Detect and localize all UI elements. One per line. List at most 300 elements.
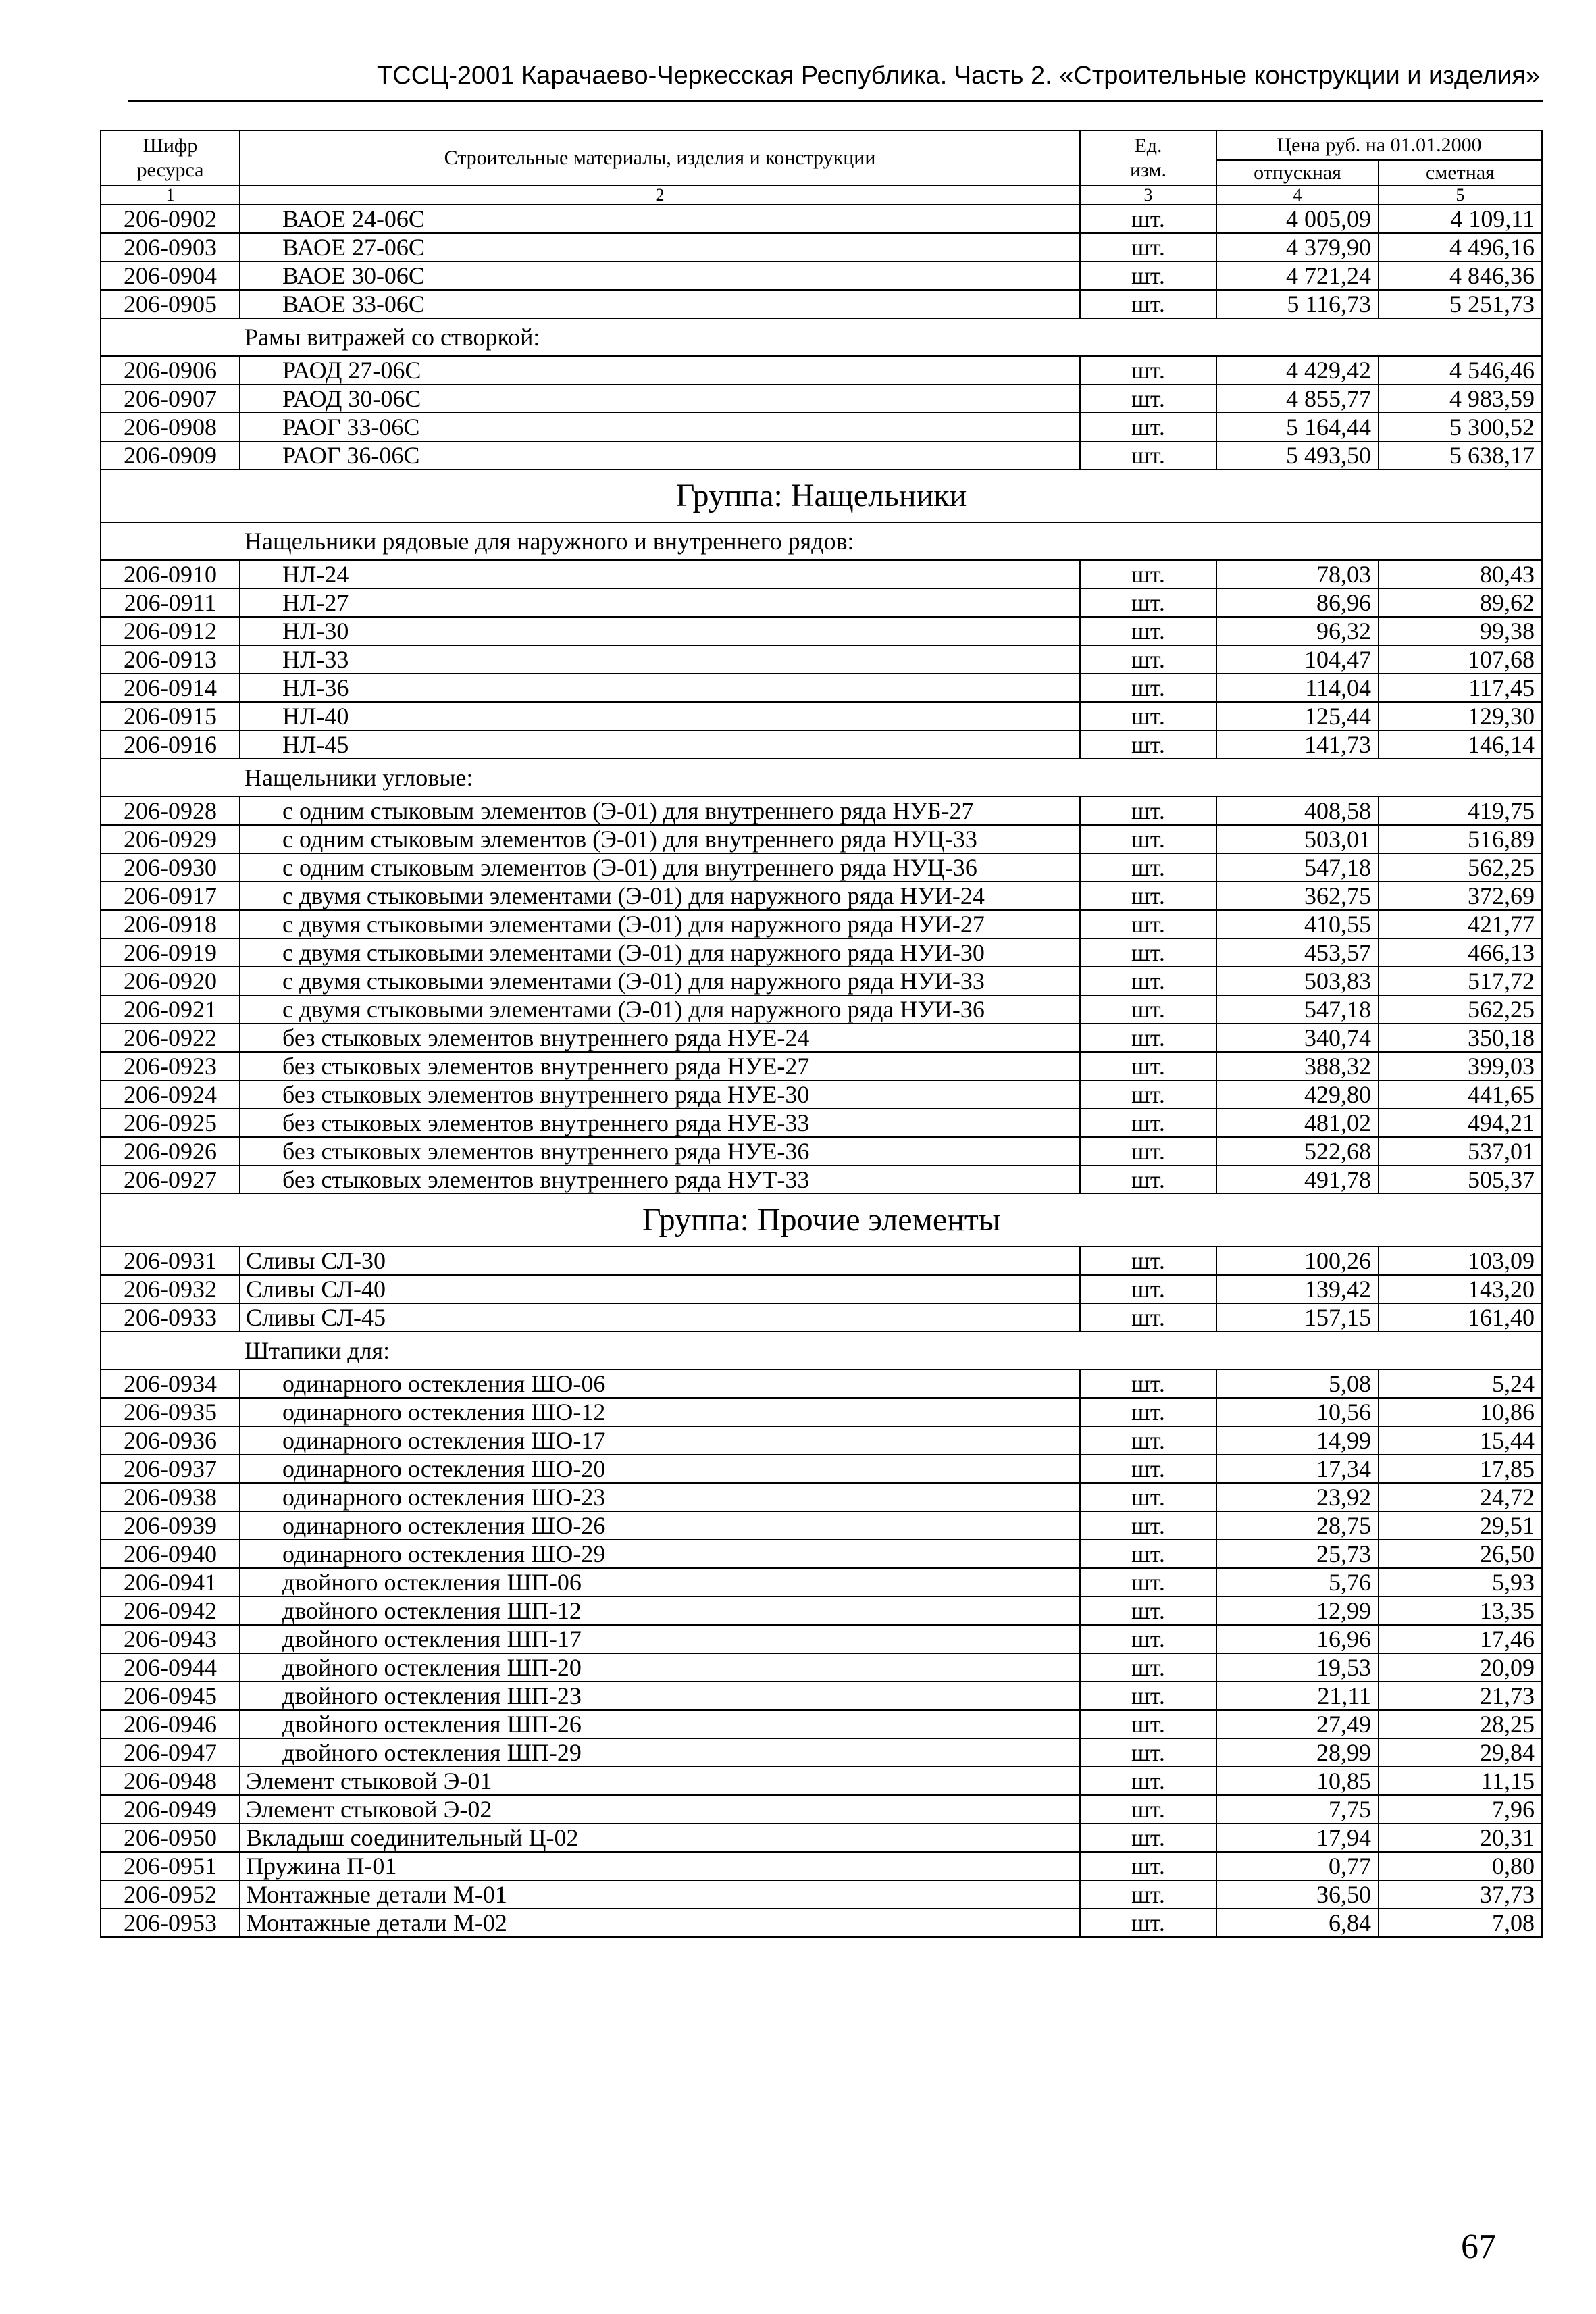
table-row bbox=[101, 1369, 1542, 1398]
cell-release-price: 429,80 bbox=[1216, 1080, 1379, 1109]
cell-release-price: 104,47 bbox=[1216, 645, 1379, 674]
table-row bbox=[101, 1767, 1542, 1795]
cell-name: с двумя стыковыми элементами (Э-01) для наружного ряда НУИ-24 bbox=[240, 882, 1080, 910]
table-row bbox=[101, 1738, 1542, 1767]
cell-code: 206-0906 bbox=[101, 356, 240, 384]
cell-code: 206-0938 bbox=[101, 1483, 240, 1511]
col-number-3: 3 bbox=[1080, 186, 1216, 205]
cell-unit: шт. bbox=[1080, 1303, 1216, 1332]
cell-unit: шт. bbox=[1080, 1682, 1216, 1710]
cell-release-price: 19,53 bbox=[1216, 1653, 1379, 1682]
cell-name: без стыковых элементов внутреннего ряда НУЕ-33 bbox=[240, 1109, 1080, 1137]
cell-code: 206-0904 bbox=[101, 261, 240, 290]
cell-code: 206-0935 bbox=[101, 1398, 240, 1426]
cell-estimate-price: 0,80 bbox=[1379, 1852, 1542, 1880]
cell-name: Элемент стыковой Э-02 bbox=[240, 1795, 1080, 1823]
cell-name: двойного остекления ШП-20 bbox=[240, 1653, 1080, 1682]
col-number-1: 1 bbox=[101, 186, 240, 205]
cell-estimate-price: 4 109,11 bbox=[1379, 205, 1542, 233]
table-row bbox=[101, 356, 1542, 384]
cell-estimate-price: 350,18 bbox=[1379, 1024, 1542, 1052]
cell-estimate-price: 537,01 bbox=[1379, 1137, 1542, 1165]
cell-unit: шт. bbox=[1080, 1483, 1216, 1511]
cell-name: с двумя стыковыми элементами (Э-01) для наружного ряда НУИ-27 bbox=[240, 910, 1080, 938]
cell-release-price: 16,96 bbox=[1216, 1625, 1379, 1653]
cell-unit: шт. bbox=[1080, 1795, 1216, 1823]
col-header-code-line2: ресурса bbox=[136, 159, 204, 181]
cell-name: Сливы СЛ-30 bbox=[240, 1247, 1080, 1275]
cell-estimate-price: 143,20 bbox=[1379, 1275, 1542, 1303]
cell-name: двойного остекления ШП-12 bbox=[240, 1596, 1080, 1625]
cell-code: 206-0930 bbox=[101, 853, 240, 882]
col-header-unit bbox=[1080, 130, 1216, 186]
cell-estimate-price: 4 846,36 bbox=[1379, 261, 1542, 290]
cell-name: РАОГ 36-06С bbox=[240, 441, 1080, 470]
cell-unit: шт. bbox=[1080, 1653, 1216, 1682]
cell-release-price: 23,92 bbox=[1216, 1483, 1379, 1511]
cell-unit: шт. bbox=[1080, 1369, 1216, 1398]
cell-unit: шт. bbox=[1080, 560, 1216, 588]
cell-estimate-price: 7,08 bbox=[1379, 1909, 1542, 1937]
table-row bbox=[101, 825, 1542, 853]
cell-estimate-price: 494,21 bbox=[1379, 1109, 1542, 1137]
cell-unit: шт. bbox=[1080, 1455, 1216, 1483]
cell-name: ВАОЕ 33-06С bbox=[240, 290, 1080, 318]
cell-release-price: 7,75 bbox=[1216, 1795, 1379, 1823]
cell-unit: шт. bbox=[1080, 617, 1216, 645]
cell-name: НЛ-36 bbox=[240, 674, 1080, 702]
table-row bbox=[101, 205, 1542, 233]
cell-code: 206-0943 bbox=[101, 1625, 240, 1653]
table-row bbox=[101, 797, 1542, 825]
subheader-text: Штапики для: bbox=[101, 1332, 1542, 1369]
cell-name: с одним стыковым элементов (Э-01) для внутреннего ряда НУЦ-33 bbox=[240, 825, 1080, 853]
cell-name: без стыковых элементов внутреннего ряда НУТ-33 bbox=[240, 1165, 1080, 1194]
cell-code: 206-0952 bbox=[101, 1880, 240, 1909]
cell-estimate-price: 20,09 bbox=[1379, 1653, 1542, 1682]
cell-name: Сливы СЛ-40 bbox=[240, 1275, 1080, 1303]
table-row bbox=[101, 1682, 1542, 1710]
cell-code: 206-0927 bbox=[101, 1165, 240, 1194]
cell-estimate-price: 107,68 bbox=[1379, 645, 1542, 674]
cell-release-price: 100,26 bbox=[1216, 1247, 1379, 1275]
col-number-4: 4 bbox=[1216, 186, 1379, 205]
cell-name: НЛ-40 bbox=[240, 702, 1080, 730]
col-header-unit-line1: Ед. bbox=[1134, 134, 1162, 157]
cell-unit: шт. bbox=[1080, 1398, 1216, 1426]
cell-code: 206-0944 bbox=[101, 1653, 240, 1682]
cell-estimate-price: 516,89 bbox=[1379, 825, 1542, 853]
cell-unit: шт. bbox=[1080, 588, 1216, 617]
cell-estimate-price: 562,25 bbox=[1379, 853, 1542, 882]
table-row bbox=[101, 233, 1542, 261]
cell-estimate-price: 399,03 bbox=[1379, 1052, 1542, 1080]
cell-unit: шт. bbox=[1080, 1165, 1216, 1194]
cell-release-price: 5 116,73 bbox=[1216, 290, 1379, 318]
cell-name: двойного остекления ШП-23 bbox=[240, 1682, 1080, 1710]
table-row bbox=[101, 1540, 1542, 1568]
cell-code: 206-0929 bbox=[101, 825, 240, 853]
cell-code: 206-0937 bbox=[101, 1455, 240, 1483]
table-row bbox=[101, 1052, 1542, 1080]
table-row bbox=[101, 910, 1542, 938]
cell-code: 206-0940 bbox=[101, 1540, 240, 1568]
cell-release-price: 36,50 bbox=[1216, 1880, 1379, 1909]
cell-name: двойного остекления ШП-29 bbox=[240, 1738, 1080, 1767]
cell-code: 206-0925 bbox=[101, 1109, 240, 1137]
cell-estimate-price: 21,73 bbox=[1379, 1682, 1542, 1710]
cell-code: 206-0931 bbox=[101, 1247, 240, 1275]
cell-name: с двумя стыковыми элементами (Э-01) для наружного ряда НУИ-30 bbox=[240, 938, 1080, 967]
cell-code: 206-0918 bbox=[101, 910, 240, 938]
table-row bbox=[101, 730, 1542, 759]
cell-estimate-price: 17,46 bbox=[1379, 1625, 1542, 1653]
cell-code: 206-0917 bbox=[101, 882, 240, 910]
table-row bbox=[101, 588, 1542, 617]
cell-release-price: 21,11 bbox=[1216, 1682, 1379, 1710]
cell-estimate-price: 146,14 bbox=[1379, 730, 1542, 759]
cell-estimate-price: 13,35 bbox=[1379, 1596, 1542, 1625]
table-row bbox=[101, 1823, 1542, 1852]
cell-unit: шт. bbox=[1080, 853, 1216, 882]
group-heading: Группа: Прочие элементы bbox=[101, 1194, 1542, 1247]
cell-unit: шт. bbox=[1080, 910, 1216, 938]
table-row bbox=[101, 1596, 1542, 1625]
cell-release-price: 139,42 bbox=[1216, 1275, 1379, 1303]
cell-estimate-price: 4 496,16 bbox=[1379, 233, 1542, 261]
cell-code: 206-0948 bbox=[101, 1767, 240, 1795]
cell-estimate-price: 26,50 bbox=[1379, 1540, 1542, 1568]
table-row bbox=[101, 1880, 1542, 1909]
cell-estimate-price: 7,96 bbox=[1379, 1795, 1542, 1823]
table-row bbox=[101, 882, 1542, 910]
cell-estimate-price: 37,73 bbox=[1379, 1880, 1542, 1909]
table-row bbox=[101, 384, 1542, 413]
cell-estimate-price: 89,62 bbox=[1379, 588, 1542, 617]
cell-release-price: 78,03 bbox=[1216, 560, 1379, 588]
table-row bbox=[101, 1511, 1542, 1540]
cell-code: 206-0945 bbox=[101, 1682, 240, 1710]
cell-unit: шт. bbox=[1080, 441, 1216, 470]
cell-code: 206-0909 bbox=[101, 441, 240, 470]
page-header-title: ТССЦ-2001 Карачаево-Черкесская Республика. Часть 2. «Строительные конструкции и изделия» bbox=[377, 61, 1540, 90]
cell-release-price: 4 379,90 bbox=[1216, 233, 1379, 261]
cell-code: 206-0921 bbox=[101, 995, 240, 1024]
cell-code: 206-0942 bbox=[101, 1596, 240, 1625]
cell-unit: шт. bbox=[1080, 674, 1216, 702]
cell-unit: шт. bbox=[1080, 205, 1216, 233]
cell-code: 206-0932 bbox=[101, 1275, 240, 1303]
cell-estimate-price: 17,85 bbox=[1379, 1455, 1542, 1483]
table-row bbox=[101, 1909, 1542, 1937]
cell-release-price: 5,76 bbox=[1216, 1568, 1379, 1596]
cell-code: 206-0903 bbox=[101, 233, 240, 261]
table-row bbox=[101, 1109, 1542, 1137]
cell-unit: шт. bbox=[1080, 290, 1216, 318]
table-row bbox=[101, 1024, 1542, 1052]
cell-name: Элемент стыковой Э-01 bbox=[240, 1767, 1080, 1795]
cell-release-price: 481,02 bbox=[1216, 1109, 1379, 1137]
cell-code: 206-0926 bbox=[101, 1137, 240, 1165]
cell-estimate-price: 103,09 bbox=[1379, 1247, 1542, 1275]
cell-code: 206-0933 bbox=[101, 1303, 240, 1332]
cell-unit: шт. bbox=[1080, 1596, 1216, 1625]
cell-name: Монтажные детали М-01 bbox=[240, 1880, 1080, 1909]
cell-unit: шт. bbox=[1080, 1852, 1216, 1880]
table-row bbox=[101, 1426, 1542, 1455]
group-heading-row bbox=[101, 470, 1542, 522]
cell-estimate-price: 5 638,17 bbox=[1379, 441, 1542, 470]
cell-code: 206-0913 bbox=[101, 645, 240, 674]
header-divider bbox=[128, 100, 1543, 102]
table-row bbox=[101, 617, 1542, 645]
cell-release-price: 4 005,09 bbox=[1216, 205, 1379, 233]
cell-unit: шт. bbox=[1080, 1540, 1216, 1568]
cell-name: без стыковых элементов внутреннего ряда НУЕ-27 bbox=[240, 1052, 1080, 1080]
cell-unit: шт. bbox=[1080, 1109, 1216, 1137]
cell-name: РАОГ 33-06С bbox=[240, 413, 1080, 441]
cell-code: 206-0915 bbox=[101, 702, 240, 730]
cell-release-price: 408,58 bbox=[1216, 797, 1379, 825]
cell-estimate-price: 161,40 bbox=[1379, 1303, 1542, 1332]
cell-release-price: 5 493,50 bbox=[1216, 441, 1379, 470]
cell-estimate-price: 421,77 bbox=[1379, 910, 1542, 938]
cell-estimate-price: 562,25 bbox=[1379, 995, 1542, 1024]
cell-code: 206-0912 bbox=[101, 617, 240, 645]
col-header-unit-line2: изм. bbox=[1130, 159, 1166, 181]
cell-name: двойного остекления ШП-17 bbox=[240, 1625, 1080, 1653]
cell-name: НЛ-33 bbox=[240, 645, 1080, 674]
cell-release-price: 141,73 bbox=[1216, 730, 1379, 759]
cell-estimate-price: 466,13 bbox=[1379, 938, 1542, 967]
table-row bbox=[101, 1080, 1542, 1109]
cell-release-price: 125,44 bbox=[1216, 702, 1379, 730]
cell-estimate-price: 80,43 bbox=[1379, 560, 1542, 588]
cell-estimate-price: 11,15 bbox=[1379, 1767, 1542, 1795]
cell-release-price: 503,83 bbox=[1216, 967, 1379, 995]
cell-release-price: 86,96 bbox=[1216, 588, 1379, 617]
cell-unit: шт. bbox=[1080, 233, 1216, 261]
cell-code: 206-0953 bbox=[101, 1909, 240, 1937]
cell-release-price: 10,85 bbox=[1216, 1767, 1379, 1795]
table-row bbox=[101, 1303, 1542, 1332]
cell-unit: шт. bbox=[1080, 1426, 1216, 1455]
cell-estimate-price: 117,45 bbox=[1379, 674, 1542, 702]
cell-unit: шт. bbox=[1080, 1823, 1216, 1852]
cell-unit: шт. bbox=[1080, 1137, 1216, 1165]
cell-release-price: 5,08 bbox=[1216, 1369, 1379, 1398]
cell-release-price: 5 164,44 bbox=[1216, 413, 1379, 441]
table-row bbox=[101, 938, 1542, 967]
table-row bbox=[101, 853, 1542, 882]
cell-release-price: 10,56 bbox=[1216, 1398, 1379, 1426]
cell-unit: шт. bbox=[1080, 1511, 1216, 1540]
cell-estimate-price: 5 300,52 bbox=[1379, 413, 1542, 441]
cell-unit: шт. bbox=[1080, 1710, 1216, 1738]
cell-unit: шт. bbox=[1080, 730, 1216, 759]
table-row bbox=[101, 1568, 1542, 1596]
cell-name: Монтажные детали М-02 bbox=[240, 1909, 1080, 1937]
col-header-estimate: сметная bbox=[1379, 160, 1542, 186]
cell-code: 206-0949 bbox=[101, 1795, 240, 1823]
cell-estimate-price: 29,51 bbox=[1379, 1511, 1542, 1540]
cell-code: 206-0916 bbox=[101, 730, 240, 759]
subheader-row bbox=[101, 759, 1542, 797]
table-row bbox=[101, 261, 1542, 290]
cell-code: 206-0911 bbox=[101, 588, 240, 617]
cell-unit: шт. bbox=[1080, 1909, 1216, 1937]
cell-code: 206-0924 bbox=[101, 1080, 240, 1109]
cell-code: 206-0939 bbox=[101, 1511, 240, 1540]
cell-code: 206-0919 bbox=[101, 938, 240, 967]
table-row bbox=[101, 1398, 1542, 1426]
cell-unit: шт. bbox=[1080, 797, 1216, 825]
cell-unit: шт. bbox=[1080, 882, 1216, 910]
cell-name: одинарного остекления ШО-17 bbox=[240, 1426, 1080, 1455]
cell-estimate-price: 129,30 bbox=[1379, 702, 1542, 730]
cell-release-price: 25,73 bbox=[1216, 1540, 1379, 1568]
col-header-code-line1: Шифр bbox=[143, 134, 198, 157]
cell-estimate-price: 4 546,46 bbox=[1379, 356, 1542, 384]
cell-release-price: 96,32 bbox=[1216, 617, 1379, 645]
cell-release-price: 27,49 bbox=[1216, 1710, 1379, 1738]
cell-unit: шт. bbox=[1080, 1275, 1216, 1303]
cell-unit: шт. bbox=[1080, 967, 1216, 995]
cell-unit: шт. bbox=[1080, 645, 1216, 674]
table-row bbox=[101, 413, 1542, 441]
cell-unit: шт. bbox=[1080, 825, 1216, 853]
cell-estimate-price: 441,65 bbox=[1379, 1080, 1542, 1109]
cell-release-price: 17,34 bbox=[1216, 1455, 1379, 1483]
cell-release-price: 340,74 bbox=[1216, 1024, 1379, 1052]
col-header-price: Цена руб. на 01.01.2000 bbox=[1216, 130, 1542, 160]
cell-name: без стыковых элементов внутреннего ряда НУЕ-30 bbox=[240, 1080, 1080, 1109]
table-row bbox=[101, 1483, 1542, 1511]
cell-estimate-price: 5,24 bbox=[1379, 1369, 1542, 1398]
cell-code: 206-0914 bbox=[101, 674, 240, 702]
table-row bbox=[101, 702, 1542, 730]
cell-code: 206-0920 bbox=[101, 967, 240, 995]
cell-release-price: 114,04 bbox=[1216, 674, 1379, 702]
cell-unit: шт. bbox=[1080, 356, 1216, 384]
cell-estimate-price: 99,38 bbox=[1379, 617, 1542, 645]
cell-release-price: 491,78 bbox=[1216, 1165, 1379, 1194]
cell-code: 206-0907 bbox=[101, 384, 240, 413]
cell-name: НЛ-30 bbox=[240, 617, 1080, 645]
cell-name: ВАОЕ 24-06С bbox=[240, 205, 1080, 233]
cell-release-price: 4 855,77 bbox=[1216, 384, 1379, 413]
cell-unit: шт. bbox=[1080, 1024, 1216, 1052]
cell-name: одинарного остекления ШО-20 bbox=[240, 1455, 1080, 1483]
cell-unit: шт. bbox=[1080, 384, 1216, 413]
table-row bbox=[101, 1625, 1542, 1653]
table-row bbox=[101, 1165, 1542, 1194]
cell-estimate-price: 4 983,59 bbox=[1379, 384, 1542, 413]
cell-release-price: 547,18 bbox=[1216, 853, 1379, 882]
col-number-2: 2 bbox=[240, 186, 1080, 205]
cell-name: с двумя стыковыми элементами (Э-01) для наружного ряда НУИ-36 bbox=[240, 995, 1080, 1024]
cell-estimate-price: 28,25 bbox=[1379, 1710, 1542, 1738]
table-row bbox=[101, 441, 1542, 470]
cell-name: одинарного остекления ШО-06 bbox=[240, 1369, 1080, 1398]
cell-estimate-price: 5 251,73 bbox=[1379, 290, 1542, 318]
cell-code: 206-0947 bbox=[101, 1738, 240, 1767]
price-table bbox=[100, 130, 1543, 1938]
cell-unit: шт. bbox=[1080, 702, 1216, 730]
cell-release-price: 4 429,42 bbox=[1216, 356, 1379, 384]
cell-name: одинарного остекления ШО-26 bbox=[240, 1511, 1080, 1540]
cell-code: 206-0905 bbox=[101, 290, 240, 318]
cell-unit: шт. bbox=[1080, 413, 1216, 441]
table-row bbox=[101, 1852, 1542, 1880]
cell-code: 206-0910 bbox=[101, 560, 240, 588]
table-row bbox=[101, 1275, 1542, 1303]
cell-release-price: 17,94 bbox=[1216, 1823, 1379, 1852]
cell-name: РАОД 27-06С bbox=[240, 356, 1080, 384]
cell-unit: шт. bbox=[1080, 1568, 1216, 1596]
cell-name: одинарного остекления ШО-29 bbox=[240, 1540, 1080, 1568]
col-number-5: 5 bbox=[1379, 186, 1542, 205]
cell-code: 206-0922 bbox=[101, 1024, 240, 1052]
cell-name: двойного остекления ШП-06 bbox=[240, 1568, 1080, 1596]
cell-name: двойного остекления ШП-26 bbox=[240, 1710, 1080, 1738]
cell-unit: шт. bbox=[1080, 995, 1216, 1024]
cell-name: НЛ-27 bbox=[240, 588, 1080, 617]
table-header bbox=[101, 130, 1542, 205]
cell-release-price: 547,18 bbox=[1216, 995, 1379, 1024]
cell-release-price: 453,57 bbox=[1216, 938, 1379, 967]
table-row bbox=[101, 1795, 1542, 1823]
cell-estimate-price: 372,69 bbox=[1379, 882, 1542, 910]
cell-estimate-price: 419,75 bbox=[1379, 797, 1542, 825]
cell-release-price: 388,32 bbox=[1216, 1052, 1379, 1080]
cell-name: с одним стыковым элементов (Э-01) для внутреннего ряда НУБ-27 bbox=[240, 797, 1080, 825]
cell-estimate-price: 29,84 bbox=[1379, 1738, 1542, 1767]
table-row bbox=[101, 645, 1542, 674]
cell-unit: шт. bbox=[1080, 1052, 1216, 1080]
cell-release-price: 157,15 bbox=[1216, 1303, 1379, 1332]
cell-estimate-price: 517,72 bbox=[1379, 967, 1542, 995]
table-row bbox=[101, 967, 1542, 995]
cell-code: 206-0936 bbox=[101, 1426, 240, 1455]
cell-estimate-price: 15,44 bbox=[1379, 1426, 1542, 1455]
cell-code: 206-0946 bbox=[101, 1710, 240, 1738]
cell-unit: шт. bbox=[1080, 1625, 1216, 1653]
table-row bbox=[101, 290, 1542, 318]
col-header-code bbox=[101, 130, 240, 186]
table-row bbox=[101, 1137, 1542, 1165]
cell-release-price: 4 721,24 bbox=[1216, 261, 1379, 290]
cell-name: НЛ-45 bbox=[240, 730, 1080, 759]
cell-name: без стыковых элементов внутреннего ряда НУЕ-24 bbox=[240, 1024, 1080, 1052]
table-row bbox=[101, 674, 1542, 702]
cell-code: 206-0941 bbox=[101, 1568, 240, 1596]
cell-name: одинарного остекления ШО-23 bbox=[240, 1483, 1080, 1511]
cell-name: с одним стыковым элементов (Э-01) для внутреннего ряда НУЦ-36 bbox=[240, 853, 1080, 882]
cell-unit: шт. bbox=[1080, 1080, 1216, 1109]
cell-name: Пружина П-01 bbox=[240, 1852, 1080, 1880]
cell-name: без стыковых элементов внутреннего ряда НУЕ-36 bbox=[240, 1137, 1080, 1165]
group-heading-row bbox=[101, 1194, 1542, 1247]
cell-release-price: 522,68 bbox=[1216, 1137, 1379, 1165]
cell-estimate-price: 10,86 bbox=[1379, 1398, 1542, 1426]
subheader-row bbox=[101, 318, 1542, 356]
table-row bbox=[101, 995, 1542, 1024]
cell-estimate-price: 505,37 bbox=[1379, 1165, 1542, 1194]
cell-release-price: 14,99 bbox=[1216, 1426, 1379, 1455]
cell-release-price: 503,01 bbox=[1216, 825, 1379, 853]
table-row bbox=[101, 1247, 1542, 1275]
